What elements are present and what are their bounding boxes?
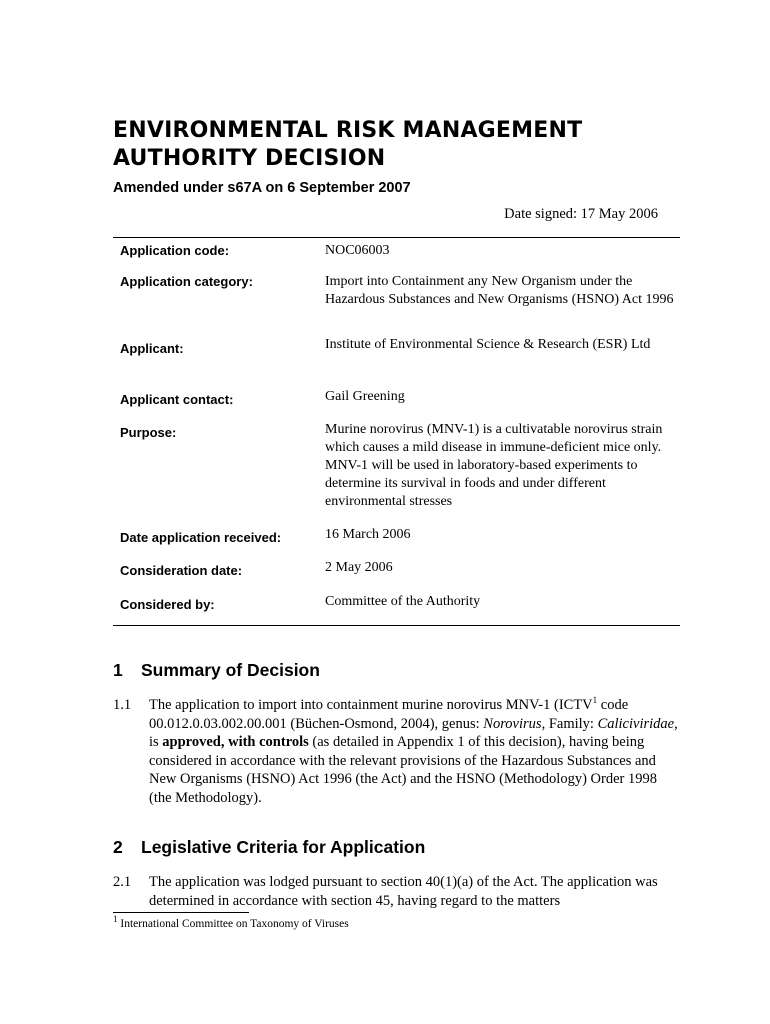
detail-value: 16 March 2006 — [325, 527, 411, 542]
detail-value: Institute of Environmental Science & Research (ESR) Ltd — [325, 337, 651, 352]
detail-value: NOC06003 — [325, 243, 390, 258]
footnote — [113, 914, 349, 931]
section-1-heading — [113, 659, 320, 681]
table-top-rule — [113, 237, 680, 238]
genus-name: Norovirus — [483, 715, 542, 732]
detail-value: Gail Greening — [325, 389, 405, 404]
section-title: Summary of Decision — [141, 660, 320, 680]
paragraph-text: The application was lodged pursuant to section 40(1)(a) of the Act. The application was determined in accordance with section 45, having regard to the matters — [149, 874, 658, 909]
detail-label: Applicant contact: — [120, 392, 234, 407]
text-run: , Family: — [541, 715, 598, 732]
paragraph-2-1 — [113, 873, 680, 910]
detail-value: Murine norovirus (MNV-1) is a cultivatable norovirus strain which causes a mild disease in immune-deficient mice only. MNV-1 will be used in laboratory-based experiments to determine its survival in foods and under different environmental stresses — [325, 422, 663, 509]
paragraph-number: 1.1 — [113, 697, 132, 713]
section-title: Legislative Criteria for Application — [141, 837, 426, 857]
detail-label: Application category: — [120, 274, 253, 289]
paragraph-1-1 — [113, 696, 680, 807]
footnote-reference: 1 — [592, 695, 598, 706]
detail-value: Import into Containment any New Organism under the Hazardous Substances and New Organisms (HSNO) Act 1996 — [325, 274, 674, 307]
footnote-text: International Committee on Taxonomy of Viruses — [117, 918, 349, 930]
text-run: (as detailed in Appendix 1 of this decision), having being considered in accordance with the relevant provisions of the Hazardous Substances and New Organisms (HSNO) Act 1996 (the Act) and the HSNO (Methodology) Order 1998 (the Methodology). — [149, 734, 657, 806]
section-2-heading — [113, 836, 425, 858]
text-run: The application to import into containment murine norovirus MNV-1 (ICTV — [149, 697, 593, 713]
document-title — [113, 117, 673, 173]
title-line-2: AUTHORITY DECISION — [113, 146, 386, 171]
section-number: 1 — [113, 660, 123, 680]
section-number: 2 — [113, 837, 123, 857]
date-signed: Date signed: 17 May 2006 — [504, 206, 658, 222]
detail-label: Purpose: — [120, 425, 177, 440]
title-line-1: ENVIRONMENTAL RISK MANAGEMENT — [113, 118, 583, 143]
footnote-separator — [113, 912, 249, 913]
family-name: Caliciviridae — [597, 715, 675, 732]
decision-outcome: approved, with controls — [162, 734, 309, 750]
detail-label: Application code: — [120, 243, 230, 258]
detail-label: Applicant: — [120, 341, 184, 356]
detail-value: 2 May 2006 — [325, 560, 393, 575]
detail-value: Committee of the Authority — [325, 594, 481, 609]
text-run: code 00.012.0.03.002.00.001 (Büchen-Osmond, 2004), genus: — [149, 697, 629, 732]
amendment-note: Amended under s67A on 6 September 2007 — [113, 180, 411, 196]
detail-label: Consideration date: — [120, 563, 243, 578]
table-bottom-rule — [113, 625, 680, 626]
detail-label: Considered by: — [120, 597, 215, 612]
paragraph-number: 2.1 — [113, 874, 132, 890]
detail-label: Date application received: — [120, 530, 282, 545]
footnote-mark: 1 — [113, 914, 118, 925]
text-run: , is — [149, 715, 678, 750]
paragraph-text — [149, 696, 680, 807]
